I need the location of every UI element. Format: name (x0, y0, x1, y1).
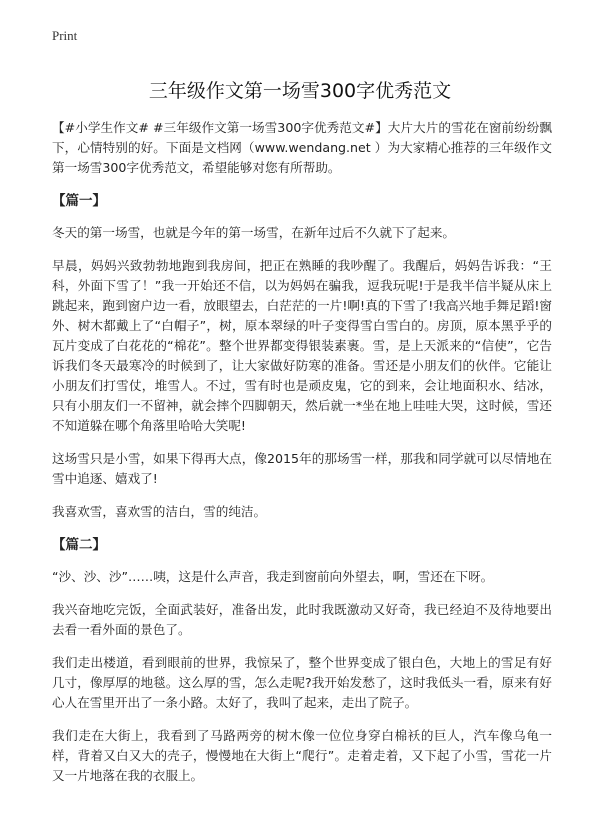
article-body (52, 118, 552, 799)
section-1-paragraph: 早晨，妈妈兴致勃勃地跑到我房间，把正在熟睡的我吵醒了。我醒后，妈妈告诉我：“王科，外面下雪了！”我一开始还不信，以为妈妈在骗我，逗我玩呢!于是我半信半疑从床上跳起来，跑到窗户边一看，放眼望去，白茫茫的一片!啊!真的下雪了!我高兴地手舞足蹈!窗外、树木都戴上了“白帽子”，树，原本翠绿的叶子变得雪白雪白的。房顶，原本黑乎乎的瓦片变成了白花花的“棉花”。整个世界都变得银装素裹。雪，是上天派来的“信使”，它告诉我们冬天最寒冷的时候到了，让大家做好防寒的准备。雪还是小朋友们的伙伴。它能让小朋友们打雪仗，堆雪人。不过，雪有时也是顽皮鬼，它的到来，会让地面积水、结冰，只有小朋友们一不留神，就会摔个四脚朝天，然后就一*坐在地上哇哇大哭，这时候，雪还不知道躲在哪个角落里哈哈大笑呢! (52, 258, 552, 433)
section-2-paragraph: 我兴奋地吃完饭，全面武装好，准备出发，此时我既激动又好奇，我已经迫不及待地要出去看一看外面的景色了。 (52, 602, 552, 637)
section-1-paragraph: 冬天的第一场雪，也就是今年的第一场雪，在新年过后不久就下了起来。 (52, 225, 455, 240)
page-title: 三年级作文第一场雪300字优秀范文 (148, 80, 452, 102)
section-2-paragraph: “沙、沙、沙”……咦，这是什么声音，我走到窗前向外望去，啊，雪还在下呀。 (52, 569, 494, 584)
print-label: Print (52, 28, 78, 43)
intro-paragraph: 【#小学生作文# #三年级作文第一场雪300字优秀范文#】大片大片的雪花在窗前纷纷飘下，心情特别的好。下面是文档网（www.wendang.net ）为大家精心推荐的三年级作文第一场雪300字优秀范文，希望能够对您有所帮助。 (52, 120, 552, 175)
section-2-heading: 【篇二】 (52, 537, 106, 553)
section-2-paragraph: 我们走在大街上，我看到了马路两旁的树木像一位位身穿白棉袄的巨人，汽车像乌龟一样，背着又白又大的壳子，慢慢地在大街上“爬行”。走着走着，又下起了小雪，雪花一片又一片地落在我的衣服上。 (52, 728, 552, 783)
section-1-paragraph: 这场雪只是小雪，如果下得再大点，像2015年的那场雪一样，那我和同学就可以尽情地在雪中追逐、嬉戏了! (52, 451, 552, 486)
section-1-paragraph: 我喜欢雪，喜欢雪的洁白，雪的纯洁。 (52, 504, 267, 519)
section-1-heading: 【篇一】 (52, 193, 106, 209)
section-2-paragraph: 我们走出楼道，看到眼前的世界，我惊呆了，整个世界变成了银白色，大地上的雪足有好几寸，像厚厚的地毯。这么厚的雪，怎么走呢?我开始发愁了，这时我低头一看，原来有好心人在雪里开出了一条小路。太好了，我叫了起来，走出了院子。 (52, 655, 552, 710)
